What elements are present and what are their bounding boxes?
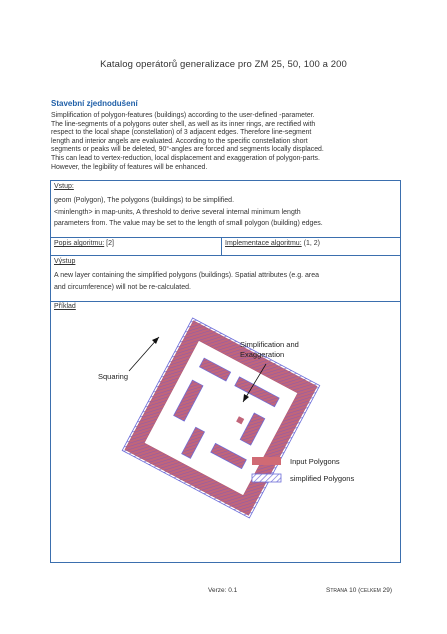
inner-building	[240, 413, 265, 445]
intro-line: respect to the local shape (constellation) of 3 adjacent edges. Therefore line-segment	[51, 129, 312, 137]
output-line: and circumference) will not be re-calculated.	[54, 283, 191, 291]
inner-building	[174, 380, 203, 421]
section-heading: Stavební zjednodušení	[51, 99, 138, 108]
annotation-simplification	[240, 340, 301, 359]
input-label: Vstup:	[54, 183, 74, 190]
inner-building	[211, 443, 247, 468]
squaring-arrowhead	[152, 337, 159, 344]
intro-text	[51, 112, 406, 172]
operator-table	[50, 180, 401, 563]
legend-swatch-simplified	[252, 474, 281, 482]
inner-building	[199, 358, 230, 381]
implementation-label: Implementace algoritmu:	[225, 240, 302, 247]
legend-swatch-input	[252, 457, 281, 465]
implementation-value: (1, 2)	[303, 240, 320, 247]
intro-line: The line-segments of a polygons outer shell, as well as its inner rings, are rectified with	[51, 120, 316, 128]
algorithm-label: Popis algoritmu:	[54, 240, 105, 247]
input-line: <minlength> in map-units, A threshold to derive several internal minimum length	[54, 208, 301, 216]
legend-label-input: Input Polygons	[290, 457, 340, 466]
annotation-simplification-line: Exaggeration	[240, 350, 285, 359]
footer-page: Strana 10 (celkem 29)	[326, 587, 393, 594]
page-title: Katalog operátorů generalizace pro ZM 25, 50, 100 a 200	[100, 59, 347, 70]
input-line: geom (Polygon), The polygons (buildings) to be simplified.	[54, 197, 235, 204]
inner-building	[236, 416, 244, 424]
input-line: parameters from. The value may be set to the length of small polygon (building) edges.	[54, 220, 323, 227]
intro-line: However, the legibility of features will be enhanced.	[51, 163, 208, 171]
algorithm-value: [2]	[106, 240, 114, 247]
example-label: Příklad	[54, 303, 76, 310]
input-polygon	[125, 321, 317, 516]
output-label: Výstup	[54, 258, 76, 265]
intro-line: segments or peaks will be deleted, 90°-angles are forced and segments locally displaced.	[51, 146, 324, 154]
intro-line: Simplification of polygon-features (buildings) according to the user-defined -parameter.	[51, 112, 315, 119]
example-figure	[51, 181, 400, 562]
annotation-squaring: Squaring	[98, 372, 129, 381]
annotation-simplification-line: Simplification and	[240, 340, 299, 349]
inner-building	[182, 427, 205, 458]
intro-line: This can lead to vertex-reduction, local displacement and exaggeration of polygon-parts.	[51, 154, 320, 162]
output-line: A new layer containing the simplified polygons (buildings). Spatial attributes (e.g. area	[54, 272, 319, 279]
intro-line: length and interior angels are evaluated. According to the specific constellation short	[51, 137, 308, 145]
legend-label-simplified: simplified Polygons	[290, 474, 355, 483]
footer-version: Verze: 0.1	[208, 587, 238, 594]
inner-building	[235, 377, 279, 407]
simplification-arrowhead	[243, 394, 249, 402]
